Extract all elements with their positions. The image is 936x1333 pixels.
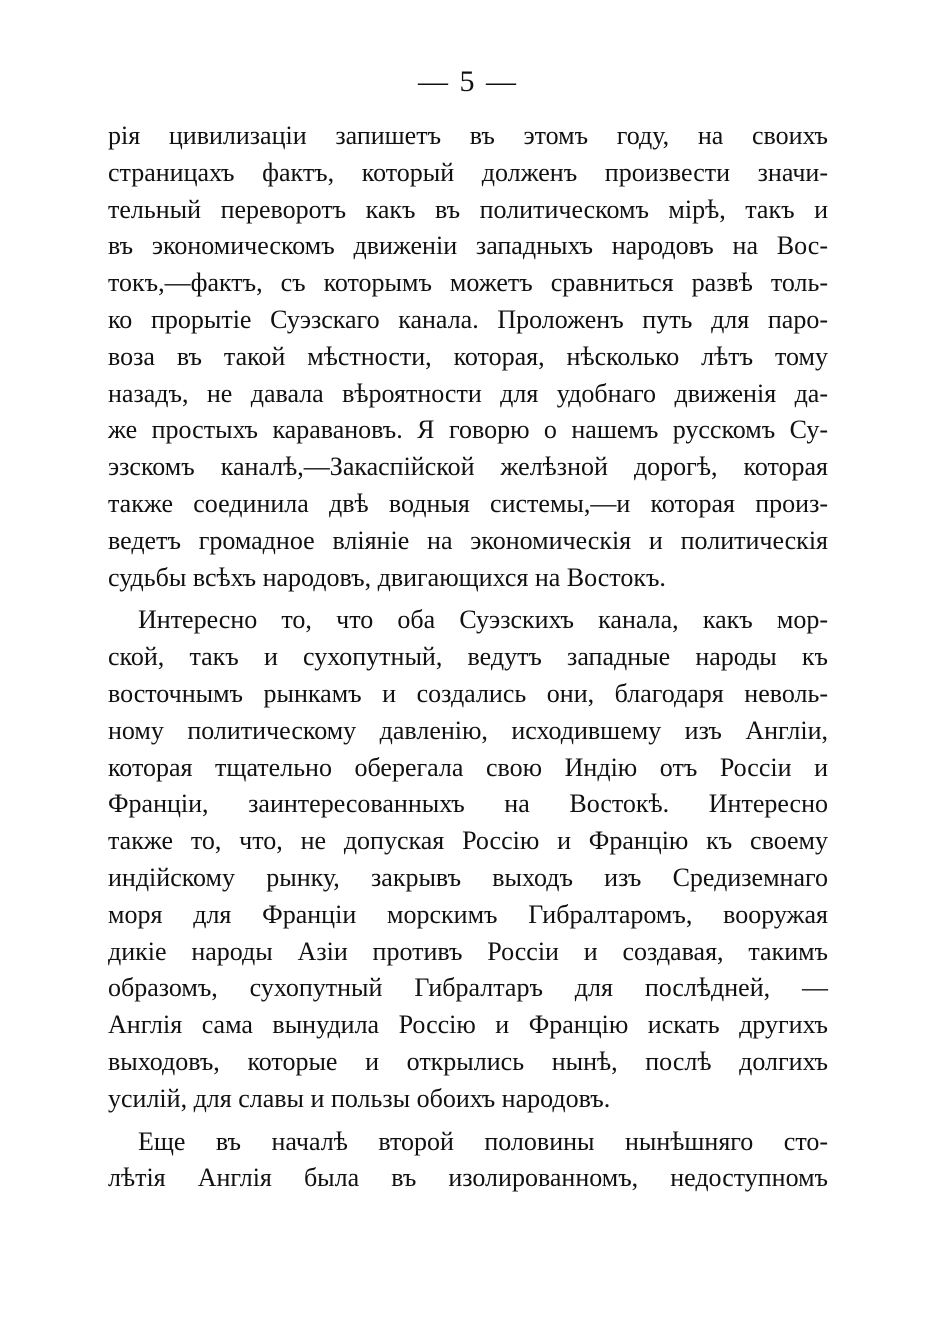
text-line: моря для Франціи морскимъ Гибралтаромъ, вооружая [108, 899, 828, 929]
text-line: же простыхъ каравановъ. Я говорю о нашемъ русскомъ Су- [108, 415, 828, 445]
text-line: судьбы всѣхъ народовъ, двигающихся на Востокъ. [108, 562, 666, 592]
text-line: восточнымъ рынкамъ и создались они, благодаря неволь- [108, 678, 828, 708]
paragraph-2 [108, 602, 828, 1117]
text-line: также соединила двѣ водныя системы,—и которая произ- [108, 488, 828, 518]
text-line: тельный переворотъ какъ въ политическомъ мірѣ, такъ и [108, 194, 828, 224]
text-line: Еще въ началѣ второй половины нынѣшняго сто- [138, 1126, 828, 1156]
text-line: выходовъ, которые и открылись нынѣ, послѣ долгихъ [108, 1046, 828, 1076]
text-line: рія цивилизаціи запишетъ въ этомъ году, на своихъ [108, 121, 828, 150]
text-line: ской, такъ и сухопутный, ведутъ западные народы къ [108, 642, 828, 672]
paragraph-3 [108, 1124, 828, 1198]
text-line: назадъ, не давала вѣроятности для удобнаго движенія да- [108, 378, 828, 408]
paragraph-1 [108, 118, 828, 596]
text-line: образомъ, сухопутный Гибралтаръ для послѣдней, — [108, 973, 828, 1003]
text-line: лѣтія Англія была въ изолированномъ, недоступномъ [108, 1163, 828, 1193]
text-line: воза въ такой мѣстности, которая, нѣсколько лѣтъ тому [108, 341, 828, 371]
text-line: усилій, для славы и пользы обоихъ народовъ. [108, 1083, 611, 1113]
body-text [108, 118, 828, 1197]
text-line: ведетъ громадное вліяніе на экономическія и политическія [108, 525, 828, 555]
text-line: Англія сама вынудила Россію и Францію искать другихъ [108, 1010, 828, 1040]
text-line: также то, что, не допуская Россію и Францію къ своему [108, 826, 828, 856]
page-number: — 5 — [418, 65, 518, 98]
text-line: индійскому рынку, закрывъ выходъ изъ Средиземнаго [108, 862, 828, 892]
text-line: страницахъ фактъ, который долженъ произвести значи- [108, 157, 828, 187]
text-line: эзскомъ каналѣ,—Закаспійской желѣзной дорогѣ, которая [108, 452, 828, 482]
text-line: въ экономическомъ движеніи западныхъ народовъ на Вос- [108, 231, 828, 261]
text-line: ко прорытіе Суэзскаго канала. Проложенъ путь для паро- [108, 304, 828, 334]
text-line: токъ,—фактъ, съ которымъ можетъ сравниться развѣ толь- [108, 268, 828, 298]
text-line: Интересно то, что оба Суэзскихъ канала, какъ мор- [138, 605, 828, 635]
text-line: которая тщательно оберегала свою Индію отъ Россіи и [108, 752, 828, 782]
text-line: ному политическому давленію, исходившему изъ Англіи, [108, 715, 828, 745]
text-line: Франціи, заинтересованныхъ на Востокѣ. Интересно [108, 789, 828, 819]
text-line: дикіе народы Азіи противъ Россіи и создавая, такимъ [108, 936, 828, 966]
